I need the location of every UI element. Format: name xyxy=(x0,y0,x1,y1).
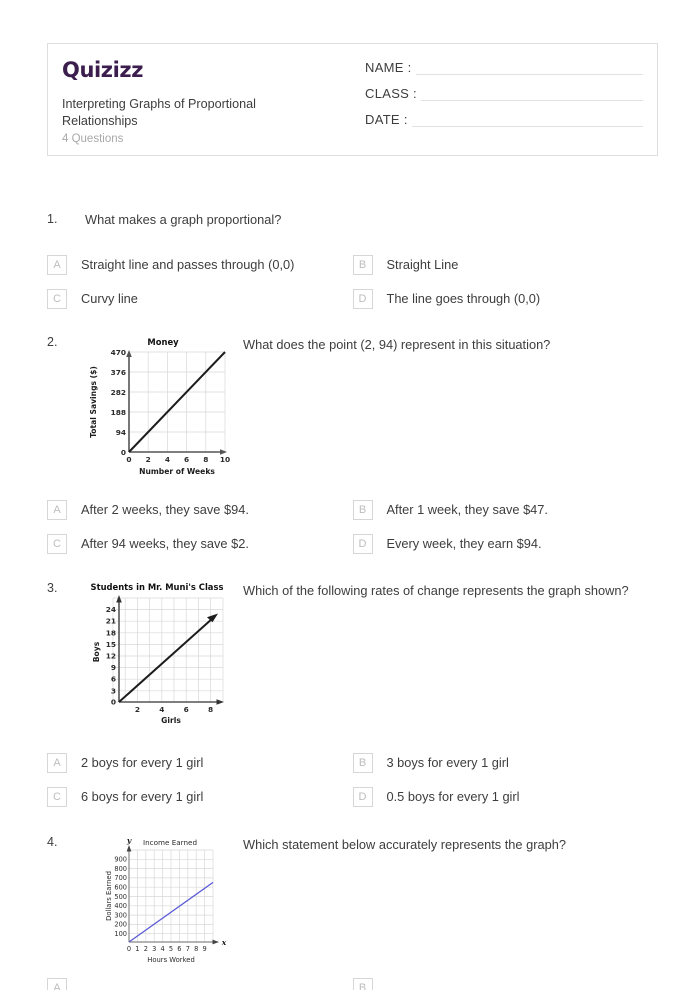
svg-text:3: 3 xyxy=(110,686,116,696)
chart-income-axes xyxy=(127,845,219,944)
chart-money-xticks xyxy=(126,455,230,464)
svg-text:4: 4 xyxy=(160,945,165,953)
date-input[interactable] xyxy=(412,112,643,127)
svg-text:1: 1 xyxy=(135,945,140,953)
svg-text:0: 0 xyxy=(126,455,132,464)
option-b-letter: B xyxy=(353,978,373,990)
option-d-letter: D xyxy=(353,534,373,554)
svg-text:6: 6 xyxy=(177,945,182,953)
svg-text:7: 7 xyxy=(185,945,190,953)
class-field-label: CLASS : xyxy=(365,86,417,101)
svg-text:6: 6 xyxy=(184,455,190,464)
chart-income-grid xyxy=(129,850,213,942)
option-b-letter: B xyxy=(353,500,373,520)
chart-money-yticks xyxy=(111,348,126,457)
worksheet-header xyxy=(47,43,658,156)
name-field-label: NAME : xyxy=(365,60,412,75)
chart-muni-axes xyxy=(116,595,224,705)
svg-text:6: 6 xyxy=(183,705,189,714)
option-row xyxy=(47,289,658,309)
svg-text:2: 2 xyxy=(143,945,148,953)
svg-text:10: 10 xyxy=(219,455,231,464)
option-b-letter: B xyxy=(353,753,373,773)
question-1-number: 1. xyxy=(47,212,58,226)
option-b-text: Straight Line xyxy=(386,257,459,272)
svg-text:3: 3 xyxy=(152,945,157,953)
option-a[interactable] xyxy=(47,753,353,773)
option-c-text: 6 boys for every 1 girl xyxy=(81,789,204,804)
question-4 xyxy=(47,834,658,969)
svg-text:282: 282 xyxy=(110,388,126,397)
chart-income-ylabel: Dollars Earned xyxy=(105,871,113,921)
question-4-options xyxy=(47,978,658,990)
chart-muni-dataline xyxy=(119,614,218,703)
name-input[interactable] xyxy=(416,60,643,75)
option-a[interactable] xyxy=(47,255,353,275)
chart-income-xticks xyxy=(127,945,207,953)
question-4-text: Which statement below accurately represents the graph? xyxy=(243,837,566,852)
option-b[interactable] xyxy=(353,255,659,275)
chart-income-earned xyxy=(85,834,235,969)
svg-text:18: 18 xyxy=(105,628,116,638)
svg-text:94: 94 xyxy=(115,428,126,437)
option-row xyxy=(47,978,658,990)
svg-text:800: 800 xyxy=(114,864,127,873)
question-count: 4 Questions xyxy=(62,133,124,145)
svg-text:100: 100 xyxy=(114,930,127,938)
chart-income-xlabel: Hours Worked xyxy=(147,956,195,964)
question-1-options xyxy=(47,255,658,323)
svg-text:376: 376 xyxy=(110,368,126,377)
option-row xyxy=(47,753,658,773)
svg-text:0: 0 xyxy=(110,697,116,707)
option-b-text: After 1 week, they save $47. xyxy=(386,502,548,517)
option-a-letter: A xyxy=(47,255,67,275)
class-field-row xyxy=(365,86,643,101)
svg-text:12: 12 xyxy=(105,651,116,661)
svg-text:24: 24 xyxy=(105,605,116,615)
option-c-text: Curvy line xyxy=(81,291,138,306)
svg-text:4: 4 xyxy=(159,705,165,714)
svg-text:600: 600 xyxy=(114,883,127,892)
option-d-letter: D xyxy=(353,787,373,807)
svg-text:8: 8 xyxy=(208,705,214,714)
option-c[interactable] xyxy=(47,787,353,807)
option-row xyxy=(47,500,658,520)
chart-muni-ylabel: Boys xyxy=(92,641,101,663)
option-d[interactable] xyxy=(353,289,659,309)
question-2 xyxy=(47,334,658,479)
page-title: Interpreting Graphs of Proportional Relationships xyxy=(62,97,256,128)
question-3-options xyxy=(47,753,658,821)
question-1-text: What makes a graph proportional? xyxy=(85,212,282,227)
option-d-text: 0.5 boys for every 1 girl xyxy=(386,789,520,804)
option-b[interactable] xyxy=(353,500,659,520)
svg-text:8: 8 xyxy=(194,945,199,953)
question-2-options xyxy=(47,500,658,568)
option-d[interactable] xyxy=(353,787,659,807)
question-1 xyxy=(47,211,658,229)
option-a-text: After 2 weeks, they save $94. xyxy=(81,502,249,517)
date-field-row xyxy=(365,112,643,127)
svg-text:300: 300 xyxy=(114,911,127,920)
option-b[interactable] xyxy=(353,753,659,773)
question-2-figure xyxy=(85,334,235,479)
option-b-letter: B xyxy=(353,255,373,275)
svg-text:0: 0 xyxy=(120,448,126,457)
chart-money-ylabel: Total Savings ($) xyxy=(89,366,98,438)
svg-text:200: 200 xyxy=(114,920,127,929)
svg-text:4: 4 xyxy=(164,455,170,464)
question-2-text: What does the point (2, 94) represent in this situation? xyxy=(243,337,551,352)
option-c-letter: C xyxy=(47,534,67,554)
option-row xyxy=(47,534,658,554)
chart-muni-xlabel: Girls xyxy=(161,716,181,725)
chart-muni-yticks xyxy=(106,605,116,706)
date-field-label: DATE : xyxy=(365,112,408,127)
chart-money-xlabel: Number of Weeks xyxy=(139,467,215,476)
chart-income-y-axis-letter: y xyxy=(126,836,132,845)
question-4-number: 4. xyxy=(47,835,58,849)
question-3 xyxy=(47,580,658,728)
chart-money-dataline xyxy=(129,352,225,452)
question-3-number: 3. xyxy=(47,581,58,595)
option-c-letter: C xyxy=(47,787,67,807)
option-d-letter: D xyxy=(353,289,373,309)
chart-muni-xticks xyxy=(135,705,213,714)
chart-muni-class xyxy=(85,580,235,728)
svg-text:8: 8 xyxy=(203,455,209,464)
chart-income-title: Income Earned xyxy=(142,838,198,847)
option-b[interactable] xyxy=(353,978,659,990)
option-a[interactable] xyxy=(47,500,353,520)
question-2-number: 2. xyxy=(47,335,58,349)
option-a-text: 2 boys for every 1 girl xyxy=(81,755,204,770)
option-a-letter: A xyxy=(47,500,67,520)
option-a-letter: A xyxy=(47,978,67,990)
option-d-text: Every week, they earn $94. xyxy=(386,536,542,551)
option-c-letter: C xyxy=(47,289,67,309)
svg-text:470: 470 xyxy=(110,348,126,357)
svg-text:9: 9 xyxy=(110,663,116,673)
chart-income-x-axis-letter: x xyxy=(221,938,227,947)
header-left-panel xyxy=(48,44,353,155)
svg-text:400: 400 xyxy=(114,902,127,911)
chart-money xyxy=(85,334,235,479)
svg-text:2: 2 xyxy=(134,705,140,714)
option-b-text: 3 boys for every 1 girl xyxy=(386,755,509,770)
svg-text:5: 5 xyxy=(168,945,174,953)
option-d-text: The line goes through (0,0) xyxy=(386,291,541,306)
svg-text:900: 900 xyxy=(114,855,127,864)
chart-income-yticks xyxy=(114,856,127,938)
svg-text:500: 500 xyxy=(114,892,127,901)
svg-text:188: 188 xyxy=(110,408,126,417)
svg-text:6: 6 xyxy=(110,674,116,684)
option-a[interactable] xyxy=(47,978,353,990)
svg-text:21: 21 xyxy=(105,616,116,626)
svg-text:15: 15 xyxy=(105,639,116,649)
class-input[interactable] xyxy=(421,86,643,101)
option-a-letter: A xyxy=(47,753,67,773)
svg-text:700: 700 xyxy=(114,874,127,883)
svg-text:9: 9 xyxy=(202,945,207,953)
svg-text:2: 2 xyxy=(145,455,151,464)
option-c-text: After 94 weeks, they save $2. xyxy=(81,536,249,551)
option-row xyxy=(47,787,658,807)
option-row xyxy=(47,255,658,275)
question-3-text: Which of the following rates of change represents the graph shown? xyxy=(243,583,629,598)
quizizz-logo: Quizizz xyxy=(62,58,144,82)
student-info-fields xyxy=(353,44,657,155)
option-d[interactable] xyxy=(353,534,659,554)
chart-muni-title: Students in Mr. Muni's Class xyxy=(90,582,224,592)
option-c[interactable] xyxy=(47,289,353,309)
option-a-text: Straight line and passes through (0,0) xyxy=(81,257,295,272)
question-4-figure xyxy=(85,834,235,969)
question-3-figure xyxy=(85,580,235,728)
name-field-row xyxy=(365,60,643,75)
option-c[interactable] xyxy=(47,534,353,554)
svg-text:0: 0 xyxy=(126,945,132,953)
chart-money-title: Money xyxy=(147,337,179,347)
